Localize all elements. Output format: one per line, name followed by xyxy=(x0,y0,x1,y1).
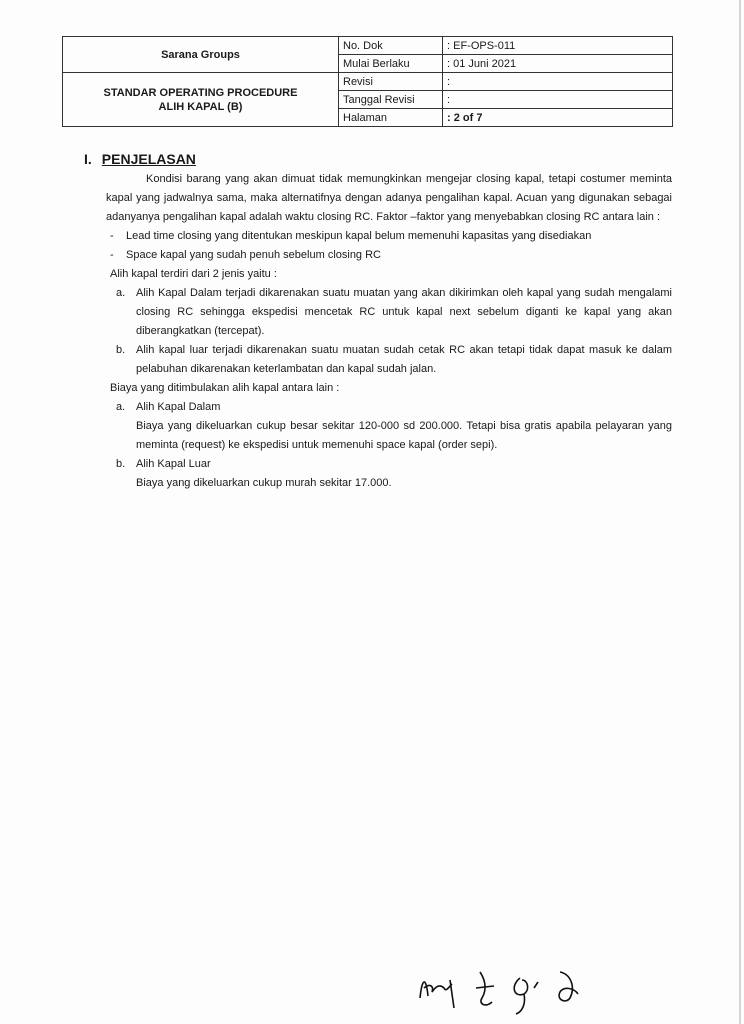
scan-edge-line xyxy=(739,0,741,1024)
list-marker: b. xyxy=(116,344,126,356)
cost-description: Biaya yang dikeluarkan cukup murah sekitar 17.000. xyxy=(136,477,392,489)
sop-title-line1: STANDAR OPERATING PROCEDURE xyxy=(103,86,298,99)
signature-1 xyxy=(420,980,454,1008)
signature-4 xyxy=(559,972,578,1001)
types-intro: Alih kapal terdiri dari 2 jenis yaitu : xyxy=(110,268,277,280)
section-number: I. xyxy=(84,151,92,167)
sop-title-line2: ALIH KAPAL (B) xyxy=(158,100,243,113)
signature-2 xyxy=(476,972,494,1005)
signature-3 xyxy=(514,978,538,1014)
handwritten-signatures xyxy=(410,958,600,1018)
list-item: - Lead time closing yang ditentukan meskipun kapal belum memenuhi kapasitas yang disediakan xyxy=(106,227,672,246)
header-label-halaman: Halaman xyxy=(339,109,443,127)
header-label-mulai-berlaku: Mulai Berlaku xyxy=(339,55,443,73)
header-label-revisi: Revisi xyxy=(339,73,443,91)
cost-name: Alih Kapal Luar xyxy=(136,458,211,470)
list-item-text: Alih kapal luar terjadi dikarenakan suatu muatan sudah cetak RC akan tetapi tidak dapat masuk ke dalam pelabuhan dikarenakan keterlambatan dan kapal sudah jalan. xyxy=(136,344,672,375)
document-body xyxy=(84,150,672,493)
list-marker: a. xyxy=(116,401,126,413)
document-header-table xyxy=(62,36,673,127)
section-title: PENJELASAN xyxy=(101,151,196,167)
list-item xyxy=(116,455,672,493)
list-item-text: Alih Kapal Dalam terjadi dikarenakan suatu muatan yang akan dikirimkan oleh kapal yang sudah mengalami closing RC sehingga ekspedisi mencetak RC untuk kapal next sebelum diganti ke kapal yang akan diberangkatkan (tercepat). xyxy=(136,287,672,337)
list-item xyxy=(116,284,672,341)
section-heading xyxy=(84,150,672,168)
costs-intro: Biaya yang ditimbulakan alih kapal antara lain : xyxy=(110,382,340,394)
costs-list xyxy=(116,398,672,493)
cost-description: Biaya yang dikeluarkan cukup besar sekitar 120-000 sd 200.000. Tetapi bisa gratis apabila pelayaran yang meminta (request) ke ekspedisi untuk memenuhi space kapal (order sepi). xyxy=(136,420,672,451)
header-value-no-dok: : EF-OPS-011 xyxy=(443,37,673,55)
types-list xyxy=(116,284,672,379)
list-item xyxy=(116,341,672,379)
list-item xyxy=(116,398,672,455)
cost-name: Alih Kapal Dalam xyxy=(136,401,221,413)
intro-paragraph: Kondisi barang yang akan dimuat tidak memungkinkan mengejar closing kapal, tetapi costumer meminta kapal yang jadwalnya sama, maka alternatifnya dengan adanya pengalihan kapal. Acuan yang digunakan sebagai adanyanya pengalihan kapal adalah waktu closing RC. Faktor –faktor yang menyebabkan closing RC antara lain : xyxy=(106,173,672,223)
header-value-mulai-berlaku: : 01 Juni 2021 xyxy=(443,55,673,73)
company-name: Sarana Groups xyxy=(63,37,339,73)
sop-title xyxy=(63,73,339,127)
header-value-tanggal-revisi: : xyxy=(443,91,673,109)
reasons-list xyxy=(106,227,672,265)
list-item: - Space kapal yang sudah penuh sebelum closing RC xyxy=(106,246,672,265)
header-label-tanggal-revisi: Tanggal Revisi xyxy=(339,91,443,109)
list-marker: b. xyxy=(116,458,126,470)
header-label-no-dok: No. Dok xyxy=(339,37,443,55)
list-marker: a. xyxy=(116,287,126,299)
header-value-halaman: : 2 of 7 xyxy=(443,109,673,127)
header-value-revisi: : xyxy=(443,73,673,91)
